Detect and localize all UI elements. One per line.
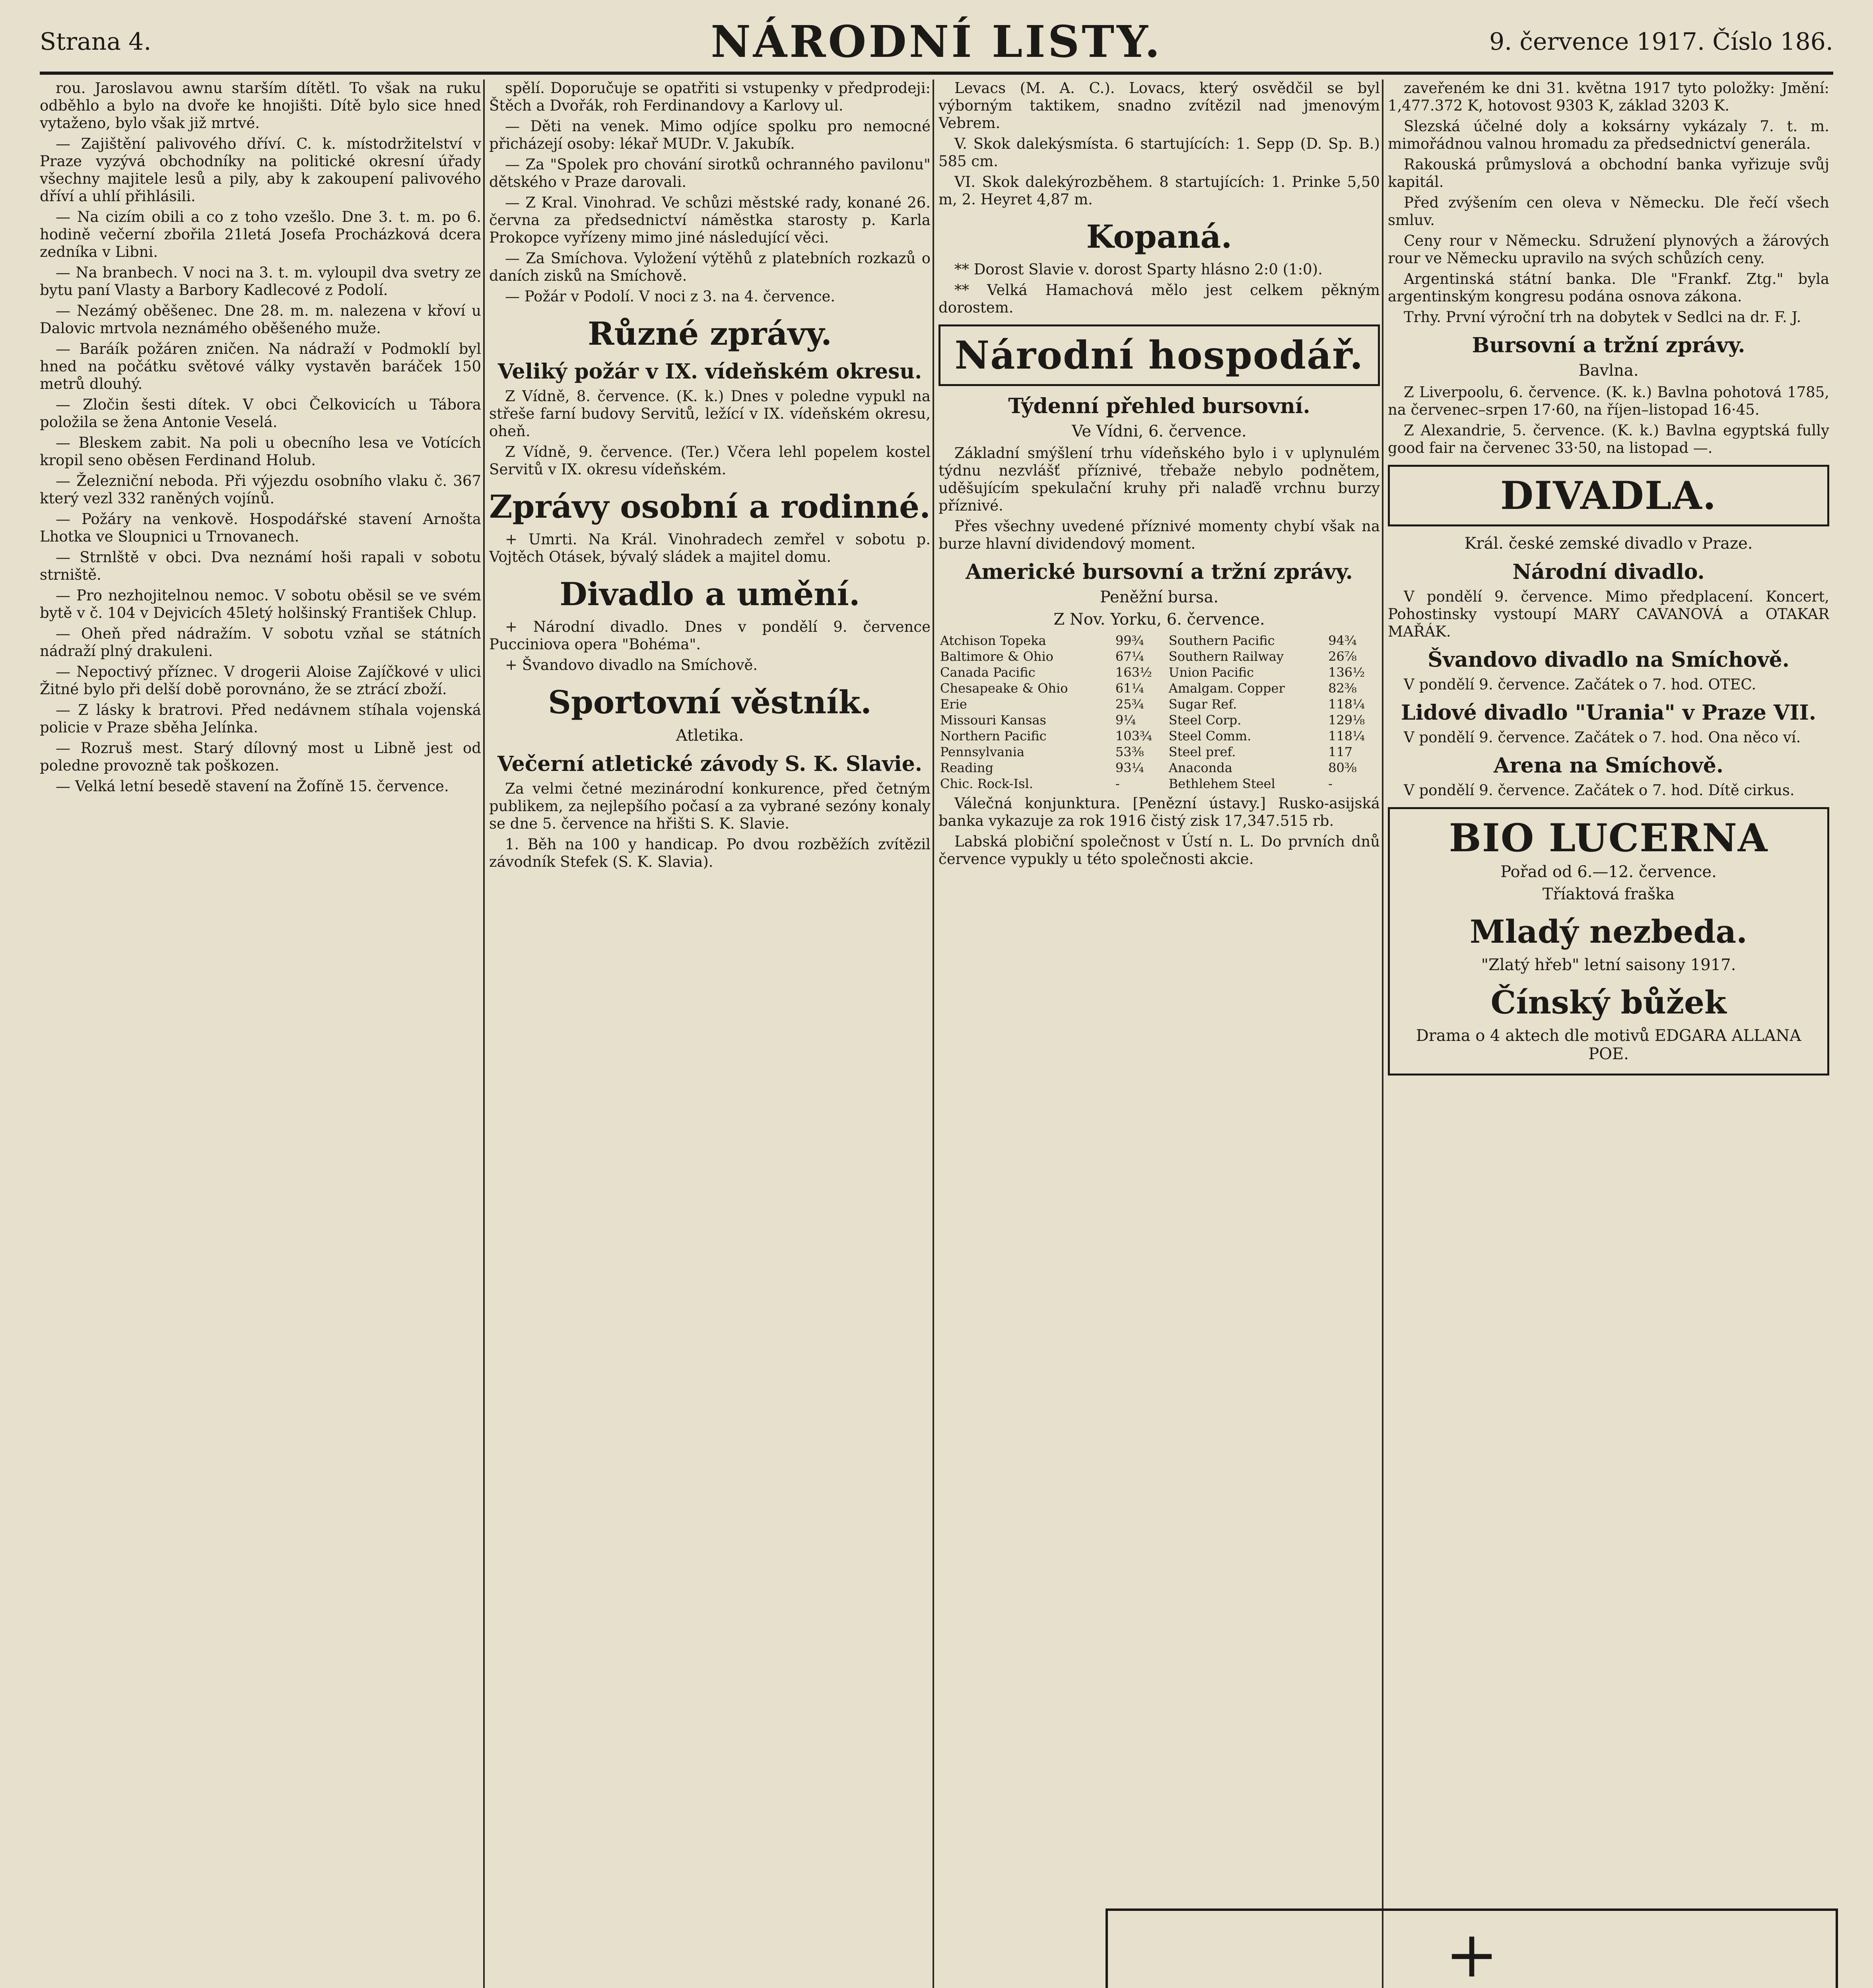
- article-paragraph: — Zajištění palivového dříví. C. k. místodržitelství v Praze vyzývá obchodníky na politické okresní úřady všechny majitele lesů a pily, aby k zakoupení palivového dříví a uhlí přihlásili.: [40, 135, 481, 205]
- section-heading-kopana: Kopaná.: [1086, 218, 1232, 255]
- table-cell: Atchison Topeka: [940, 633, 1046, 648]
- table-row: [938, 760, 1380, 776]
- table-cell: Chic. Rock-Isl.: [940, 776, 1033, 791]
- article-paragraph: — Pro nezhojitelnou nemoc. V sobotu oběsil se ve svém bytě v č. 104 v Dejvicích 45letý holšinský František Chlup.: [40, 587, 481, 621]
- article-paragraph: Labská plobiční společnost v Ústí n. L. Do prvních dnů července vypukly u této společnosti akcie.: [938, 833, 1380, 868]
- article-paragraph: — Na branbech. V noci na 3. t. m. vyloupil dva svetry ze bytu paní Vlasty a Barbory Kadlecové z Podolí.: [40, 264, 481, 299]
- cinema-genre: Tříaktová fraška: [1542, 885, 1675, 903]
- table-cell: 80⅜: [1328, 760, 1357, 775]
- article-paragraph: Rakouská průmyslová a obchodní banka vyřizuje svůj kapitál.: [1388, 156, 1829, 190]
- theatre-banner-title: DIVADLA.: [1500, 473, 1717, 518]
- column-4: [1388, 80, 1829, 1988]
- article-paragraph: — Velká letní besedě stavení na Žofíně 15. července.: [56, 778, 449, 795]
- issue-date: 9. července 1917. Číslo 186.: [1489, 28, 1833, 56]
- section-heading-divadlo: Divadlo a umění.: [560, 575, 860, 613]
- theatre-program: V pondělí 9. července. Mimo předplacení. Koncert, Pohostinsky vystoupí MARY CAVANOVÁ a OTAKAR MAŘÁK.: [1388, 588, 1829, 640]
- table-row: [938, 696, 1380, 712]
- article-paragraph: Levacs (M. A. C.). Lovacs, který osvědčil se byl výborným taktikem, snadno zvítězil nad jmenovým Vebrem.: [938, 80, 1380, 132]
- column-1: [40, 80, 481, 1988]
- article-paragraph: V. Skok dalekýsmísta. 6 startujících: 1. Sepp (D. Sp. B.) 585 cm.: [938, 135, 1380, 170]
- article-paragraph: zaveřeném ke dni 31. května 1917 tyto položky: Jmění: 1,477.372 K, hotovost 9303 K, základ 3203 K.: [1388, 80, 1829, 114]
- table-cell: -: [1115, 776, 1120, 791]
- table-cell: 53⅜: [1115, 744, 1144, 759]
- table-cell: Canada Pacific: [940, 665, 1036, 680]
- table-cell: Northern Pacific: [940, 728, 1047, 744]
- article-paragraph: Před zvýšením cen oleva v Německu. Dle řečí všech smluv.: [1388, 194, 1829, 229]
- article-paragraph: + Švandovo divadlo na Smíchově.: [505, 656, 758, 674]
- table-cell: Steel pref.: [1168, 744, 1236, 759]
- article-paragraph: — Na cizím obili a co z toho vzešlo. Dne 3. t. m. po 6. hodině večerní zbořila 21letá Josefa Procházková dcera zedníka v Libni.: [40, 208, 481, 260]
- page-number: Strana 4.: [40, 28, 152, 56]
- article-paragraph: VI. Skok dalekýrozběhem. 8 startujících: 1. Prinke 5,50 m, 2. Heyret 4,87 m.: [938, 173, 1380, 208]
- theatre-banner: [1388, 465, 1829, 526]
- article-paragraph: — Požáry na venkově. Hospodářské stavení Arnošta Lhotka ve Sloupnici u Trnovanech.: [40, 511, 481, 545]
- column-rule: [1382, 80, 1383, 1988]
- table-cell: 93¼: [1115, 760, 1144, 775]
- theatre-name: Národní divadlo.: [1512, 560, 1705, 584]
- theatre-heading: Král. české zemské divadlo v Praze.: [1464, 534, 1753, 553]
- cinema-title: BIO LUCERNA: [1449, 815, 1768, 860]
- article-paragraph: — Rozruš mest. Starý dílovný most u Libně jest od poledne provozně tak poškozen.: [40, 740, 481, 774]
- table-cell: 99¾: [1115, 633, 1144, 648]
- article-paragraph: + Národní divadlo. Dnes v pondělí 9. července Pucciniova opera "Bohéma".: [489, 618, 931, 653]
- column-2: [489, 80, 931, 1988]
- article-title: Večerní atletické závody S. K. Slavie.: [497, 752, 922, 776]
- table-cell: 136½: [1328, 665, 1365, 680]
- table-cell: Baltimore & Ohio: [940, 649, 1053, 664]
- table-cell: 118¼: [1328, 728, 1365, 744]
- table-cell: -: [1328, 776, 1333, 791]
- table-cell: 26⅞: [1328, 649, 1357, 664]
- table-row: [938, 633, 1380, 648]
- article-paragraph: — Oheň před nádražím. V sobotu vzňal se státních nádraží plný drakuleni.: [40, 625, 481, 660]
- article-paragraph: Argentinská státní banka. Dle "Frankf. Ztg." byla argentinským kongresu podána osnova zákona.: [1388, 270, 1829, 305]
- article-paragraph: — Zločin šesti dítek. V obci Čelkovicích u Tábora položila se žena Antonie Veselá.: [40, 396, 481, 431]
- table-cell: Chesapeake & Ohio: [940, 681, 1068, 696]
- article-paragraph: — Děti na venek. Mimo odjíce spolku pro nemocné přicházejí osoby: lékař MUDr. V. Jakubík.: [489, 118, 931, 152]
- section-subheading: Bavlna.: [1578, 361, 1639, 380]
- section-heading-osobni: Zprávy osobní a rodinné.: [489, 488, 931, 525]
- article-paragraph: ** Dorost Slavie v. dorost Sparty hlásno 2:0 (1:0).: [954, 261, 1323, 278]
- masthead-bar: [40, 12, 1833, 75]
- article-paragraph: — Nezámý oběšenec. Dne 28. m. m. nalezena v křoví u Dalovic mrtvola neznámého oběšeného muže.: [40, 302, 481, 337]
- article-paragraph: Slezská účelné doly a koksárny vykázaly 7. t. m. mimořádnou valnou hromadu za předsednictví generála.: [1388, 118, 1829, 152]
- table-cell: Erie: [940, 697, 967, 712]
- dateline: Ve Vídni, 6. července.: [1072, 422, 1247, 441]
- article-paragraph: — Za Smíchova. Vyložení výtěhů z platebních rozkazů o daních zisků na Smíchově.: [489, 250, 931, 284]
- cinema-program: Pořad od 6.—12. července.: [1500, 863, 1717, 881]
- article-paragraph: Z Liverpoolu, 6. července. (K. k.) Bavlna pohotová 1785, na červenec–srpen 17·60, na říjen–listopad 16·45.: [1388, 384, 1829, 418]
- stock-table: [938, 633, 1380, 792]
- article-paragraph: rou. Jaroslavou awnu starším dítětl. To však na ruku odběhlo a bylo na dvoře ke hnojišti. Dítě bylo sice hned vytaženo, bylo však již mrtvé.: [40, 80, 481, 132]
- article-paragraph: Z Vídně, 9. července. (Ter.) Včera lehl popelem kostel Servitů v IX. okresu vídeňském.: [489, 443, 931, 478]
- section-subheading: Peněžní bursa.: [1100, 588, 1219, 606]
- table-cell: Southern Railway: [1168, 649, 1284, 664]
- article-paragraph: 1. Běh na 100 y handicap. Po dvou rozběžích zvítězil závodník Stefek (S. K. Slavia).: [489, 836, 931, 870]
- table-cell: Union Pacific: [1168, 665, 1254, 680]
- article-title: Veliký požár v IX. vídeňském okresu.: [497, 359, 922, 384]
- table-cell: 9¼: [1115, 712, 1136, 728]
- cinema-film: Mladý nezbeda.: [1469, 913, 1747, 950]
- theatre-program: V pondělí 9. července. Začátek o 7. hod. Ona něco ví.: [1404, 729, 1801, 746]
- article-paragraph: — Železniční neboda. Při výjezdu osobního vlaku č. 367 který vezl 332 raněných vojínů.: [40, 472, 481, 507]
- table-cell: Southern Pacific: [1168, 633, 1275, 648]
- table-row: [938, 744, 1380, 760]
- article-paragraph: — Za "Spolek pro chování sirotků ochranného pavilonu" dětského v Praze darovali.: [489, 156, 931, 190]
- article-paragraph: spělí. Doporučuje se opatřiti si vstupenky v předprodeji: Štěch a Dvořák, roh Ferdinandovy a Karlovy ul.: [489, 80, 931, 114]
- table-row: [938, 648, 1380, 664]
- column-rule: [483, 80, 485, 1988]
- article-paragraph: Z Vídně, 8. července. (K. k.) Dnes v poledne vypukl na střeše farní budovy Servitů, ležící v IX. vídeňském okresu, oheň.: [489, 388, 931, 440]
- table-row: [938, 664, 1380, 680]
- theatre-program: V pondělí 9. července. Začátek o 7. hod. Dítě cirkus.: [1404, 782, 1795, 799]
- obituary-notice: [1106, 1908, 1838, 1988]
- section-heading-sport: Sportovní věstník.: [548, 683, 872, 721]
- article-paragraph: — Baráík požáren zničen. Na nádraží v Podmoklí byl hned na počátku světové války vystavěn baráček 150 metrů dlouhý.: [40, 340, 481, 392]
- article-paragraph: Trhy. První výroční trh na dobytek v Sedlci na dr. F. J.: [1404, 309, 1801, 326]
- article-paragraph: — Z lásky k bratrovi. Před nedávnem stíhala vojenská policie v Praze sběha Jelínka.: [40, 701, 481, 736]
- table-cell: 118¼: [1328, 697, 1365, 712]
- column-rule: [933, 80, 934, 1988]
- table-cell: 25¾: [1115, 697, 1144, 712]
- table-row: [938, 712, 1380, 728]
- table-cell: 163½: [1115, 665, 1152, 680]
- theatre-program: V pondělí 9. července. Začátek o 7. hod. OTEC.: [1404, 676, 1756, 693]
- table-row: [938, 776, 1380, 792]
- table-row: [938, 680, 1380, 696]
- dateline: Z Nov. Yorku, 6. července.: [1053, 610, 1265, 629]
- table-cell: Anaconda: [1168, 760, 1232, 775]
- article-paragraph: + Umrti. Na Král. Vinohradech zemřel v sobotu p. Vojtěch Otásek, bývalý sládek a majitel domu.: [489, 531, 931, 565]
- section-banner-title: Národní hospodář.: [954, 333, 1364, 378]
- article-paragraph: — Požár v Podolí. V noci z 3. na 4. července.: [505, 288, 835, 305]
- article-paragraph: — Strnlště v obci. Dva neznámí hoši rapali v sobotu strniště.: [40, 549, 481, 583]
- cinema-highlight: "Zlatý hřeb" letní saisony 1917.: [1481, 956, 1736, 974]
- article-paragraph: ** Velká Hamachová mělo jest celkem pěkným dorostem.: [938, 282, 1380, 316]
- table-cell: 82⅜: [1328, 681, 1357, 696]
- table-cell: Steel Comm.: [1168, 728, 1251, 744]
- table-cell: 94¾: [1328, 633, 1357, 648]
- cinema-ad: [1388, 807, 1829, 1076]
- table-cell: 61¼: [1115, 681, 1144, 696]
- table-row: [938, 728, 1380, 744]
- section-heading-ruzne: Různé zprávy.: [588, 315, 832, 352]
- table-cell: Bethlehem Steel: [1168, 776, 1275, 791]
- section-heading-burse: Bursovní a tržní zprávy.: [1472, 333, 1745, 357]
- article-paragraph: — Bleskem zabit. Na poli u obecního lesa ve Votících kropil seno oběsen Ferdinand Holub.: [40, 434, 481, 469]
- table-cell: 103¾: [1115, 728, 1152, 744]
- article-paragraph: Přes všechny uvedené příznivé momenty chybí však na burze hlavní dividendový moment.: [938, 518, 1380, 552]
- section-subheading: Atletika.: [676, 726, 744, 745]
- cinema-note: Drama o 4 aktech dle motivů EDGARA ALLANA POE.: [1416, 1027, 1801, 1063]
- section-heading-americke: Americké bursovní a tržní zprávy.: [966, 560, 1353, 584]
- table-cell: Reading: [940, 760, 993, 775]
- table-cell: 117: [1328, 744, 1353, 759]
- table-cell: 67¼: [1115, 649, 1144, 664]
- article-paragraph: Válečná konjunktura. [Penězní ústavy.] Rusko-asijská banka vykazuje za rok 1916 čistý zisk 17,347.515 rb.: [938, 795, 1380, 829]
- table-cell: Amalgam. Copper: [1168, 681, 1285, 696]
- article-paragraph: Z Alexandrie, 5. července. (K. k.) Bavlna egyptská fully good fair na červenec 33·50, na listopad —.: [1388, 422, 1829, 456]
- article-paragraph: Ceny rour v Německu. Sdružení plynových a žárových rour ve Německu upravilo na svých schůzích ceny.: [1388, 232, 1829, 267]
- masthead-title: NÁRODNÍ LISTY.: [711, 16, 1162, 67]
- section-banner-hospodar: [938, 324, 1380, 386]
- table-cell: Steel Corp.: [1168, 712, 1242, 728]
- article-paragraph: — Z Kral. Vinohrad. Ve schůzi městské rady, konané 26. června za předsednictví náměstka starosty p. Karla Prokopce vyřízeny mimo jiné následující věci.: [489, 194, 931, 246]
- theatre-name: Lidové divadlo "Urania" v Praze VII.: [1401, 701, 1816, 725]
- column-3: [938, 80, 1380, 1988]
- table-cell: Sugar Ref.: [1168, 697, 1237, 712]
- table-cell: 129⅛: [1328, 712, 1365, 728]
- article-paragraph: Za velmi četné mezinárodní konkurence, před četným publikem, za nejlepšího počasí a za vybrané sezóny konaly se dne 5. července na hřišti S. K. Slavie.: [489, 780, 931, 832]
- table-cell: Missouri Kansas: [940, 712, 1046, 728]
- cross-icon: +: [1445, 1917, 1499, 1988]
- theatre-name: Švandovo divadlo na Smíchově.: [1428, 648, 1789, 672]
- article-title: Týdenní přehled bursovní.: [1008, 394, 1310, 418]
- article-paragraph: Základní smýšlení trhu vídeňského bylo i v uplynulém týdnu nezvlášť příznivé, třebaže nebylo podnětem, uděšujícím spekulační kruhy při nalaďě vrchnu burzy příznivé.: [938, 445, 1380, 514]
- cinema-film: Čínský bůžek: [1490, 984, 1727, 1021]
- article-paragraph: — Nepoctivý příznec. V drogerii Aloise Zajíčkové v ulici Žitné bylo při delší době porovnáno, že se ztrácí zboží.: [40, 663, 481, 698]
- theatre-name: Arena na Smíchově.: [1494, 753, 1723, 778]
- table-cell: Pennsylvania: [940, 744, 1025, 759]
